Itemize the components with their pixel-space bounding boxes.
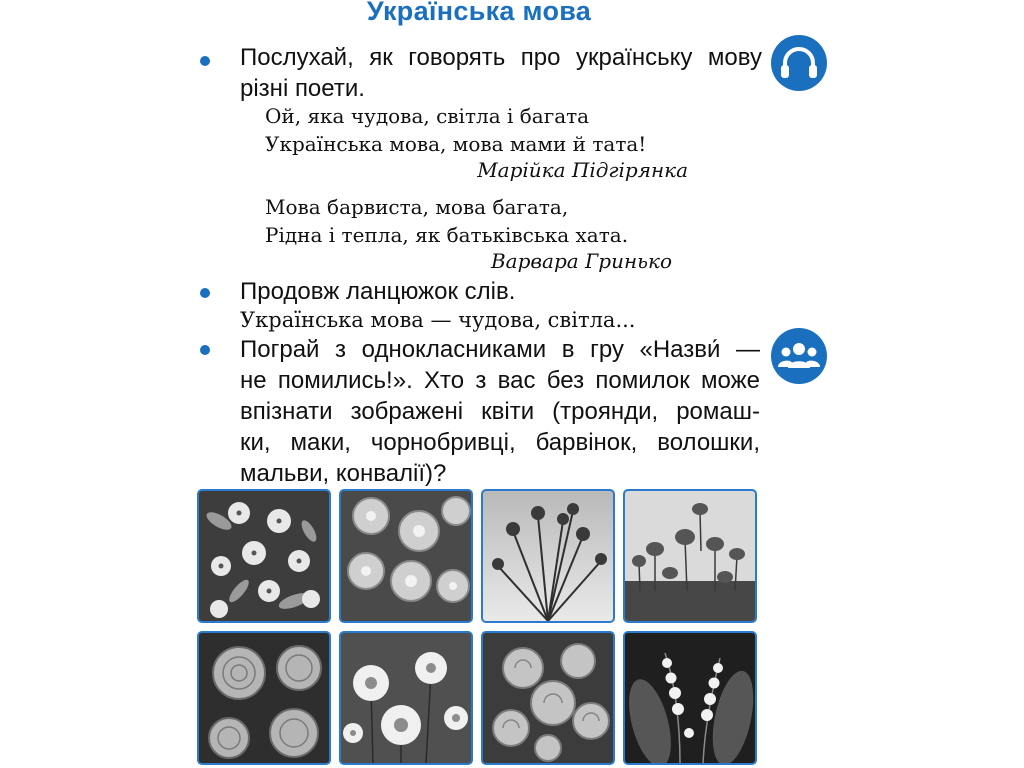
poem-2-author: Варвара Гринько (490, 249, 672, 273)
photo-poppies (623, 489, 757, 623)
task-game-line-2: не помились!». Хто з вас без помилок може (240, 367, 760, 394)
photo-marigolds (197, 631, 331, 765)
task-listen-line-2: різні поети. (240, 75, 365, 102)
photo-lilies-of-the-valley (623, 631, 757, 765)
headphones-icon (771, 35, 827, 91)
photo-cornflowers (481, 489, 615, 623)
poem-2-line-1: Мова барвиста, мова багата, (265, 195, 569, 219)
task-game (240, 334, 760, 489)
photo-daisies (339, 631, 473, 765)
poem-1-author: Марійка Підгірянка (477, 158, 688, 182)
poem-2-line-2: Рідна і тепла, як батьківська хата. (265, 223, 629, 247)
task-game-line-5: мальви, конвалії)? (240, 460, 447, 487)
bullet-marker (200, 288, 210, 298)
task-chain: Продовж ланцюжок слів. (240, 278, 516, 305)
photo-roses (481, 631, 615, 765)
task-game-line-4: ки, маки, чорнобривці, барвінок, волошки, (240, 429, 760, 456)
page-title: Українська мова (366, 0, 592, 26)
task-game-line-1: Пограй з однокласниками в гру «Назви́ — (240, 336, 760, 363)
bullet-marker (200, 345, 210, 355)
chain-line: Українська мова — чудова, світла... (240, 308, 636, 332)
poem-1-line-1: Ой, яка чудова, світла і багата (265, 104, 590, 128)
poem-2 (265, 193, 705, 249)
task-game-line-3: впізнати зображені квіти (троянди, ромаш- (240, 398, 760, 425)
photo-hollyhocks (339, 489, 473, 623)
poem-1-line-2: Українська мова, мова мами й тата! (265, 132, 647, 156)
task-listen (240, 42, 762, 104)
poem-1 (265, 102, 705, 158)
photo-periwinkle (197, 489, 331, 623)
group-icon (771, 328, 827, 384)
bullet-marker (200, 56, 210, 66)
task-listen-line-1: Послухай, як говорять про українську мову (240, 44, 762, 71)
